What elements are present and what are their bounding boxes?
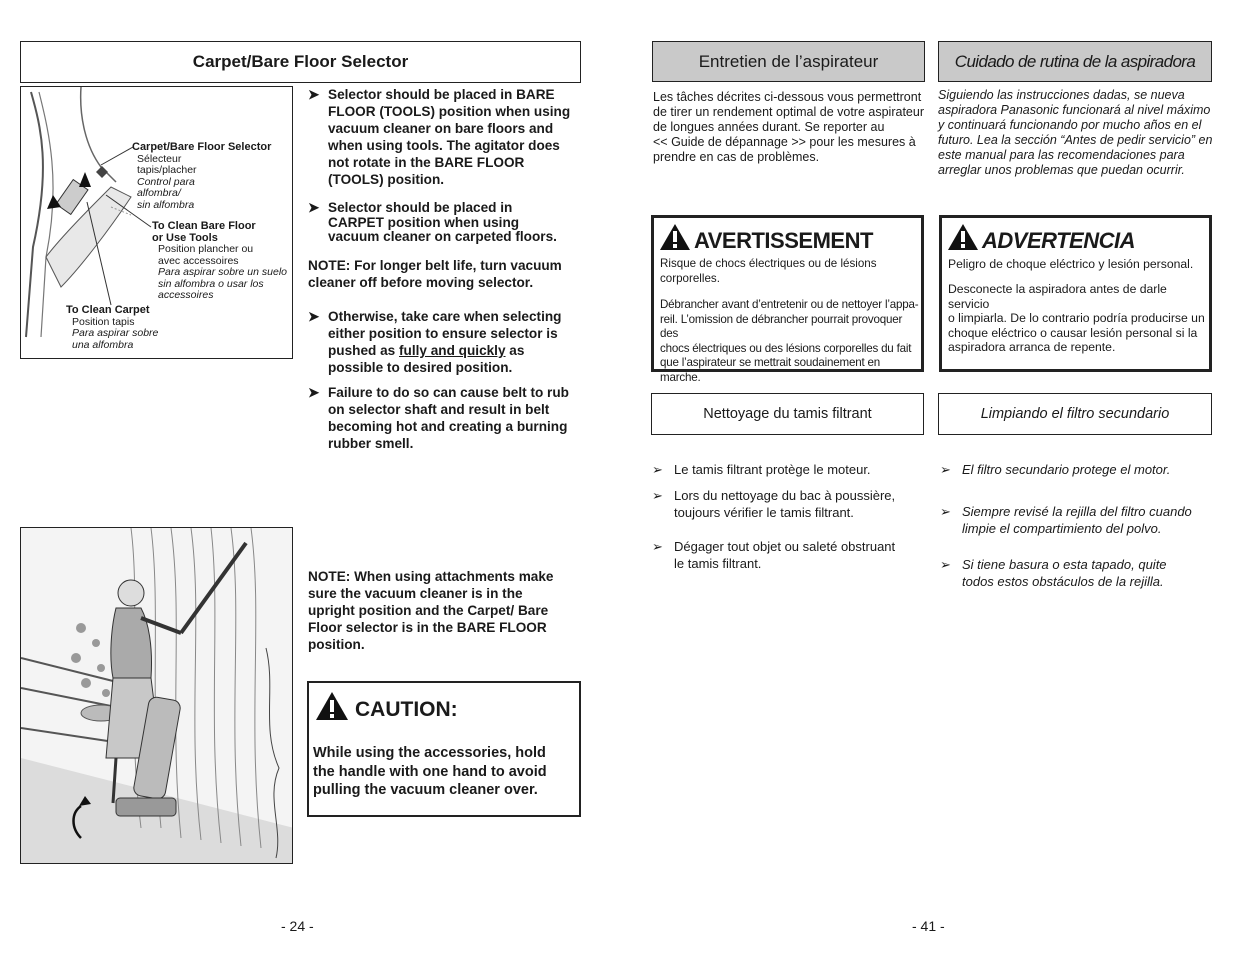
arrowhead-bullet-icon: ➢ (652, 488, 663, 503)
bullet-line: possible to desired position. (328, 360, 513, 375)
note-line: position. (308, 637, 365, 652)
intro-line: arreglar unos problemas que puedan ocurrir. (938, 163, 1185, 177)
label-bare-title1: To Clean Bare Floor (152, 220, 256, 232)
underlined-text: fully and quickly (399, 343, 506, 358)
page-number-right: - 41 - (912, 918, 945, 934)
warning-box-es (939, 215, 1212, 372)
bullet-line: becoming hot and creating a burning (328, 419, 568, 434)
list-item-text (962, 503, 1192, 537)
intro-line: << Guide de dépannage >> pour les mesures à (653, 135, 916, 149)
label-bare-fr2: avec accessoires (158, 254, 239, 267)
arrowhead-bullet-icon: ➤ (308, 309, 320, 324)
label-selector (132, 142, 271, 211)
section-header-text: Carpet/Bare Floor Selector (192, 52, 409, 71)
filter-header-es-text: Limpiando el filtro secundario (980, 406, 1170, 422)
label-selector-es3: sin alfombra (137, 198, 195, 211)
bullet-selecting (308, 308, 583, 378)
caution-line: While using the accessories, hold (313, 745, 546, 761)
label-selector-title: Carpet/Bare Floor Selector (132, 141, 272, 153)
note-line: Floor selector is in the BARE FLOOR (308, 620, 547, 635)
label-bare-fr1: Position plancher ou (158, 243, 254, 255)
arrowhead-bullet-icon: ➢ (940, 504, 951, 519)
note-line: sure the vacuum cleaner is in the (308, 586, 523, 601)
arrowhead-bullet-icon: ➤ (308, 385, 320, 400)
warning-line: que l’aspirateur se mettrait soudainement en marche. (660, 356, 880, 384)
bullet-text (328, 86, 570, 188)
bullet-line: not rotate in the BARE FLOOR (328, 155, 525, 170)
bullet-text (328, 308, 561, 376)
list-item-fr-3 (652, 538, 927, 574)
list-item-text: Le tamis filtrant protège le moteur. (674, 462, 871, 477)
label-carpet (66, 305, 158, 351)
label-selector-es1: Control para (137, 175, 195, 188)
warning-text-es-1: Peligro de choque eléctrico y lesión personal. (948, 257, 1194, 271)
list-item-text: El filtro secundario protege el motor. (962, 462, 1171, 477)
bullet-line: (TOOLS) position. (328, 172, 445, 187)
note-line: cleaner off before moving selector. (308, 275, 534, 290)
warning-line: chocs électriques ou des lésions corporelles du fait (660, 341, 912, 355)
list-item-es-3 (940, 556, 1225, 592)
warning-line: aspiradora arranca de repente. (948, 340, 1116, 354)
bullet-line: either position to ensure selector is (328, 326, 558, 341)
bullet-line: Failure to do so can cause belt to rub (328, 385, 569, 400)
section-header-carpet-selector (20, 41, 581, 83)
list-item-fr-2 (652, 487, 927, 523)
list-item-text (962, 556, 1167, 590)
intro-fr (653, 90, 928, 165)
bullet-line: rubber smell. (328, 436, 414, 451)
intro-line: futuro. Lea la sección “Antes de pedir servicio” en (938, 133, 1213, 147)
intro-line: Les tâches décrites ci-dessous vous permettront (653, 90, 922, 104)
bullet-text (328, 201, 557, 245)
bullet-line: vacuum cleaner on carpeted floors. (328, 229, 557, 244)
list-item-line: Lors du nettoyage du bac à poussière, (674, 488, 896, 503)
label-selector-fr: Sélecteur (137, 152, 182, 165)
warning-text-fr-2 (660, 298, 922, 385)
list-item-line: limpie el compartimiento del polvo. (962, 521, 1162, 536)
label-bare-es1: Para aspirar sobre un suelo (158, 266, 287, 278)
label-bare-floor (152, 221, 287, 302)
warning-text-es-2 (948, 282, 1210, 355)
list-item-es-1 (940, 461, 1225, 481)
attachment-use-illustration (20, 527, 293, 864)
section-header-fr-text: Entretien de l’aspirateur (698, 51, 879, 71)
intro-line: prendre en cas de problèmes. (653, 150, 820, 164)
arrowhead-bullet-icon: ➢ (652, 462, 663, 477)
bullet-line: FLOOR (TOOLS) position when using (328, 104, 571, 119)
caution-line: the handle with one hand to avoid (313, 763, 547, 780)
note-line: upright position and the Carpet/ Bare (308, 603, 549, 618)
bullet-line: Selector should be placed in (328, 200, 513, 215)
label-bare-title2: or Use Tools (152, 231, 218, 244)
caution-text (313, 744, 547, 800)
label-selector-es2: alfombra/ (137, 187, 181, 199)
bullet-carpet (308, 201, 583, 251)
warning-triangle-icon (947, 223, 979, 251)
section-header-es-text: Cuidado de rutina de la aspiradora (954, 51, 1196, 71)
intro-line: de tirer un rendement optimal de votre aspirateur (653, 105, 924, 119)
list-item-line: todos estos obstáculos de la rejilla. (962, 574, 1164, 589)
list-item-text (674, 487, 895, 521)
warning-line: Risque de chocs électriques ou de lésions (660, 257, 877, 270)
warning-line: choque eléctrico o causar lesión personal si la (948, 325, 1198, 340)
section-header-es (938, 41, 1212, 82)
arrowhead-bullet-icon: ➢ (940, 462, 951, 477)
note-attachments (308, 568, 583, 653)
warning-text-fr-1 (660, 257, 922, 286)
bullet-line: on selector shaft and result in belt (328, 402, 550, 417)
bullet-line (328, 342, 561, 359)
warning-box-fr (651, 215, 924, 384)
warning-line: corporelles. (660, 271, 720, 285)
note-line: NOTE: When using attachments make (308, 569, 554, 584)
bullet-line: Selector should be placed in BARE (328, 87, 555, 102)
intro-line: de longues années durant. Se reporter au (653, 120, 885, 134)
list-item-line: le tamis filtrant. (674, 556, 762, 571)
label-bare-es2: sin alfombra o usar los (158, 277, 264, 290)
bullet-line: Otherwise, take care when selecting (328, 309, 562, 324)
arrowhead-bullet-icon: ➢ (940, 557, 951, 572)
list-item-fr-1 (652, 461, 927, 481)
list-item-line: Dégager tout objet ou saleté obstruant (674, 539, 896, 554)
note-line: NOTE: For longer belt life, turn vacuum (308, 258, 562, 273)
list-item-line: Si tiene basura o esta tapado, quite (962, 557, 1167, 572)
list-item-line: Siempre revisé la rejilla del filtro cuando (962, 504, 1192, 519)
page-number-left: - 24 - (281, 918, 314, 934)
text-span: pushed as (328, 343, 400, 358)
caution-title: CAUTION: (355, 698, 458, 721)
label-bare-es3: accessoires (158, 289, 214, 301)
intro-line: Siguiendo las instrucciones dadas, se nueva (938, 88, 1185, 102)
intro-es (938, 88, 1223, 178)
label-selector-fr2: tapis/placher (137, 164, 197, 176)
intro-line: y continuará funcionando por mucho años en el (938, 118, 1202, 132)
intro-line: aspiradora Panasonic funcionará al nivel máximo (938, 103, 1211, 117)
bullet-line: CARPET position when using (328, 214, 520, 230)
intro-line: este manual para las recomendaciones para (938, 148, 1185, 162)
bullet-belt-rub (308, 384, 583, 454)
list-item-es-2 (940, 503, 1225, 539)
list-item-text (674, 538, 895, 572)
arrowhead-bullet-icon: ➢ (652, 539, 663, 554)
warning-line: Débrancher avant d’entretenir ou de nettoyer l’appa- (660, 298, 919, 311)
arrowhead-bullet-icon: ➤ (308, 200, 320, 215)
warning-line: o limpiarla. De lo contrario podría producirse un (948, 311, 1205, 325)
selector-diagram (20, 86, 293, 359)
bullet-bare-floor (308, 86, 583, 191)
woman-vacuum-illustration (21, 528, 293, 864)
warning-triangle-icon (659, 223, 691, 251)
caution-line: pulling the vacuum cleaner over. (313, 782, 538, 798)
filter-header-fr (651, 393, 924, 435)
warning-title-es: ADVERTENCIA (982, 228, 1136, 253)
filter-header-fr-text: Nettoyage du tamis filtrant (703, 406, 872, 422)
bullet-line: when using tools. The agitator does (328, 138, 560, 153)
note-belt-life (308, 257, 583, 291)
label-carpet-es2: una alfombra (72, 338, 134, 351)
label-carpet-fr: Position tapis (72, 315, 135, 328)
label-carpet-es1: Para aspirar sobre (72, 327, 159, 339)
list-item-line: toujours vérifier le tamis filtrant. (674, 505, 854, 520)
warning-line: Desconecte la aspiradora antes de darle servicio (948, 282, 1167, 311)
warning-title-fr: AVERTISSEMENT (694, 228, 873, 253)
caution-box (307, 681, 581, 817)
text-span: as (505, 343, 525, 358)
label-carpet-title: To Clean Carpet (66, 304, 150, 316)
bullet-text (328, 384, 569, 452)
arrowhead-bullet-icon: ➤ (308, 87, 320, 102)
warning-line: reil. L’omission de débrancher pourrait provoquer des (660, 312, 903, 340)
filter-header-es (938, 393, 1212, 435)
bullet-line: vacuum cleaner on bare floors and (328, 121, 554, 136)
section-header-fr (652, 41, 925, 82)
warning-triangle-icon (315, 691, 349, 721)
